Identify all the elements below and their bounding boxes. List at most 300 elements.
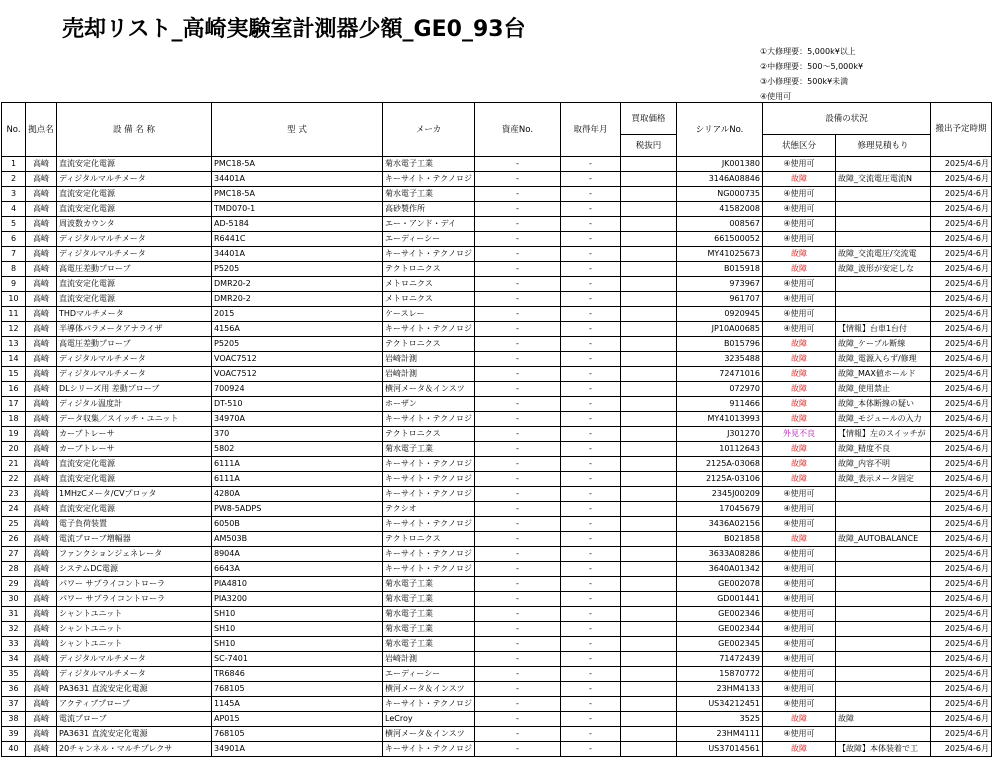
cell-no: 23 xyxy=(2,487,26,502)
cell-equipment: ディジタルマルチメータ xyxy=(57,172,212,187)
cell-price xyxy=(620,382,676,397)
cell-price xyxy=(620,412,676,427)
cell-status: ④使用可 xyxy=(762,517,835,532)
cell-status: 故障 xyxy=(762,397,835,412)
cell-price xyxy=(620,457,676,472)
cell-acquired: - xyxy=(560,682,620,697)
cell-serial: 2125A-03106 xyxy=(676,472,762,487)
cell-site: 高崎 xyxy=(26,277,57,292)
cell-acquired: - xyxy=(560,442,620,457)
cell-acquired: - xyxy=(560,352,620,367)
cell-asset: - xyxy=(474,682,560,697)
cell-acquired: - xyxy=(560,202,620,217)
cell-acquired: - xyxy=(560,322,620,337)
cell-no: 16 xyxy=(2,382,26,397)
cell-status: ④使用可 xyxy=(762,202,835,217)
cell-serial: 23HM4133 xyxy=(676,682,762,697)
cell-no: 39 xyxy=(2,727,26,742)
cell-equipment: カーブトレーサ xyxy=(57,442,212,457)
cell-status: 故障 xyxy=(762,337,835,352)
cell-model: 8904A xyxy=(212,547,383,562)
cell-model: R6441C xyxy=(212,232,383,247)
cell-ship: 2025/4-6月 xyxy=(930,547,991,562)
cell-equipment: 1MHzCメータ/CVプロッタ xyxy=(57,487,212,502)
cell-price xyxy=(620,622,676,637)
cell-model: 768105 xyxy=(212,727,383,742)
cell-no: 27 xyxy=(2,547,26,562)
cell-ship: 2025/4-6月 xyxy=(930,697,991,712)
cell-ship: 2025/4-6月 xyxy=(930,202,991,217)
cell-status: ④使用可 xyxy=(762,607,835,622)
cell-maker: 菊水電子工業 xyxy=(383,157,475,172)
cell-repair: 故障_表示メータ固定 xyxy=(835,472,930,487)
header-price: 買取価格 xyxy=(620,103,676,135)
cell-status: ④使用可 xyxy=(762,487,835,502)
cell-asset: - xyxy=(474,637,560,652)
cell-status: ④使用可 xyxy=(762,577,835,592)
cell-acquired: - xyxy=(560,622,620,637)
cell-acquired: - xyxy=(560,577,620,592)
cell-ship: 2025/4-6月 xyxy=(930,187,991,202)
header-asset: 資産No. xyxy=(474,103,560,157)
cell-no: 35 xyxy=(2,667,26,682)
table-row xyxy=(2,157,992,172)
cell-serial: 008567 xyxy=(676,217,762,232)
status-legend xyxy=(760,44,863,104)
cell-ship: 2025/4-6月 xyxy=(930,457,991,472)
cell-equipment: 直流安定化電源 xyxy=(57,277,212,292)
cell-repair: 【情報】台車1台付 xyxy=(835,322,930,337)
cell-asset: - xyxy=(474,262,560,277)
cell-maker: キーサイト・テクノロジ xyxy=(383,697,475,712)
table-row xyxy=(2,202,992,217)
cell-repair xyxy=(835,217,930,232)
cell-site: 高崎 xyxy=(26,457,57,472)
cell-acquired: - xyxy=(560,337,620,352)
cell-no: 26 xyxy=(2,532,26,547)
cell-ship: 2025/4-6月 xyxy=(930,652,991,667)
cell-asset: - xyxy=(474,172,560,187)
cell-serial: GE002345 xyxy=(676,637,762,652)
cell-maker: 菊水電子工業 xyxy=(383,577,475,592)
cell-status: 故障 xyxy=(762,367,835,382)
cell-no: 37 xyxy=(2,697,26,712)
cell-repair xyxy=(835,517,930,532)
cell-serial: B021858 xyxy=(676,532,762,547)
cell-serial: JP10A00685 xyxy=(676,322,762,337)
cell-asset: - xyxy=(474,187,560,202)
cell-maker: メトロニクス xyxy=(383,277,475,292)
cell-price xyxy=(620,562,676,577)
cell-ship: 2025/4-6月 xyxy=(930,517,991,532)
cell-no: 24 xyxy=(2,502,26,517)
table-row xyxy=(2,517,992,532)
cell-asset: - xyxy=(474,592,560,607)
cell-status: ④使用可 xyxy=(762,652,835,667)
cell-site: 高崎 xyxy=(26,682,57,697)
cell-model: TR6846 xyxy=(212,667,383,682)
cell-repair: 故障_波形が安定しな xyxy=(835,262,930,277)
cell-ship: 2025/4-6月 xyxy=(930,577,991,592)
cell-price xyxy=(620,352,676,367)
cell-status: ④使用可 xyxy=(762,667,835,682)
cell-acquired: - xyxy=(560,562,620,577)
cell-acquired: - xyxy=(560,712,620,727)
cell-repair: 故障_交流電圧/交流電 xyxy=(835,247,930,262)
cell-ship: 2025/4-6月 xyxy=(930,682,991,697)
cell-price xyxy=(620,172,676,187)
cell-model: PIA4810 xyxy=(212,577,383,592)
cell-asset: - xyxy=(474,742,560,757)
cell-price xyxy=(620,607,676,622)
cell-maker: キーサイト・テクノロジ xyxy=(383,412,475,427)
cell-repair: 故障_MAX値ホールド xyxy=(835,367,930,382)
cell-no: 12 xyxy=(2,322,26,337)
cell-asset: - xyxy=(474,547,560,562)
cell-ship: 2025/4-6月 xyxy=(930,292,991,307)
table-row xyxy=(2,172,992,187)
table-row xyxy=(2,487,992,502)
cell-price xyxy=(620,652,676,667)
cell-site: 高崎 xyxy=(26,562,57,577)
cell-equipment: パワー サプライコントローラ xyxy=(57,577,212,592)
cell-site: 高崎 xyxy=(26,577,57,592)
cell-acquired: - xyxy=(560,292,620,307)
cell-maker: キーサイト・テクノロジ xyxy=(383,742,475,757)
table-row xyxy=(2,352,992,367)
cell-repair xyxy=(835,187,930,202)
cell-status: ④使用可 xyxy=(762,322,835,337)
legend-item: ④使用可 xyxy=(760,92,792,101)
cell-repair: 故障_使用禁止 xyxy=(835,382,930,397)
table-row xyxy=(2,472,992,487)
cell-ship: 2025/4-6月 xyxy=(930,337,991,352)
cell-asset: - xyxy=(474,202,560,217)
cell-price xyxy=(620,502,676,517)
cell-acquired: - xyxy=(560,172,620,187)
cell-acquired: - xyxy=(560,517,620,532)
sales-list-table xyxy=(1,102,992,757)
cell-repair xyxy=(835,502,930,517)
cell-ship: 2025/4-6月 xyxy=(930,247,991,262)
cell-asset: - xyxy=(474,292,560,307)
table-row xyxy=(2,547,992,562)
cell-equipment: 20チャンネル・マルチプレクサ xyxy=(57,742,212,757)
cell-status: 故障 xyxy=(762,412,835,427)
cell-price xyxy=(620,532,676,547)
cell-price xyxy=(620,277,676,292)
cell-asset: - xyxy=(474,412,560,427)
cell-model: PIA3200 xyxy=(212,592,383,607)
cell-model: P5205 xyxy=(212,337,383,352)
cell-equipment: シャントユニット xyxy=(57,637,212,652)
cell-site: 高崎 xyxy=(26,607,57,622)
cell-acquired: - xyxy=(560,727,620,742)
table-row xyxy=(2,442,992,457)
cell-asset: - xyxy=(474,217,560,232)
table-row xyxy=(2,742,992,757)
cell-ship: 2025/4-6月 xyxy=(930,217,991,232)
cell-price xyxy=(620,517,676,532)
cell-maker: ホーザン xyxy=(383,397,475,412)
cell-serial: B015918 xyxy=(676,262,762,277)
cell-site: 高崎 xyxy=(26,622,57,637)
cell-model: 1145A xyxy=(212,697,383,712)
cell-equipment: 直流安定化電源 xyxy=(57,292,212,307)
cell-serial: 3640A01342 xyxy=(676,562,762,577)
cell-serial: GE002346 xyxy=(676,607,762,622)
cell-maker: キーサイト・テクノロジ xyxy=(383,487,475,502)
cell-ship: 2025/4-6月 xyxy=(930,592,991,607)
cell-site: 高崎 xyxy=(26,397,57,412)
cell-acquired: - xyxy=(560,187,620,202)
table-row xyxy=(2,382,992,397)
cell-serial: 3235488 xyxy=(676,352,762,367)
table-row xyxy=(2,712,992,727)
cell-repair xyxy=(835,667,930,682)
cell-site: 高崎 xyxy=(26,487,57,502)
cell-equipment: THDマルチメータ xyxy=(57,307,212,322)
cell-site: 高崎 xyxy=(26,367,57,382)
cell-price xyxy=(620,292,676,307)
cell-ship: 2025/4-6月 xyxy=(930,742,991,757)
cell-ship: 2025/4-6月 xyxy=(930,667,991,682)
cell-status: ④使用可 xyxy=(762,502,835,517)
cell-price xyxy=(620,322,676,337)
cell-price xyxy=(620,472,676,487)
header-ship: 搬出予定時期 xyxy=(930,103,991,157)
header-status-group: 設備の状況 xyxy=(762,103,930,135)
cell-model: DMR20-2 xyxy=(212,292,383,307)
table-row xyxy=(2,727,992,742)
cell-serial: 0920945 xyxy=(676,307,762,322)
cell-model: 4280A xyxy=(212,487,383,502)
cell-model: SH10 xyxy=(212,607,383,622)
cell-serial: 911466 xyxy=(676,397,762,412)
cell-serial: 973967 xyxy=(676,277,762,292)
cell-acquired: - xyxy=(560,307,620,322)
cell-repair xyxy=(835,622,930,637)
table-row xyxy=(2,217,992,232)
cell-price xyxy=(620,487,676,502)
cell-serial: NG000735 xyxy=(676,187,762,202)
cell-acquired: - xyxy=(560,232,620,247)
cell-price xyxy=(620,232,676,247)
cell-price xyxy=(620,697,676,712)
cell-no: 19 xyxy=(2,427,26,442)
table-row xyxy=(2,577,992,592)
cell-model: VOAC7512 xyxy=(212,367,383,382)
cell-serial: J301270 xyxy=(676,427,762,442)
cell-ship: 2025/4-6月 xyxy=(930,262,991,277)
cell-equipment: パワー サプライコントローラ xyxy=(57,592,212,607)
cell-serial: 3436A02156 xyxy=(676,517,762,532)
cell-no: 30 xyxy=(2,592,26,607)
cell-maker: テクトロニクス xyxy=(383,337,475,352)
cell-serial: 072970 xyxy=(676,382,762,397)
cell-no: 29 xyxy=(2,577,26,592)
header-maker: メーカ xyxy=(383,103,475,157)
cell-equipment: PA3631 直流安定化電源 xyxy=(57,727,212,742)
cell-repair xyxy=(835,157,930,172)
cell-maker: 菊水電子工業 xyxy=(383,442,475,457)
cell-serial: 661500052 xyxy=(676,232,762,247)
cell-site: 高崎 xyxy=(26,592,57,607)
cell-acquired: - xyxy=(560,457,620,472)
cell-status: ④使用可 xyxy=(762,292,835,307)
cell-equipment: 半導体パラメータアナライザ xyxy=(57,322,212,337)
cell-site: 高崎 xyxy=(26,322,57,337)
cell-acquired: - xyxy=(560,277,620,292)
cell-serial: US34212451 xyxy=(676,697,762,712)
table-row xyxy=(2,502,992,517)
cell-model: AP015 xyxy=(212,712,383,727)
cell-status: ④使用可 xyxy=(762,187,835,202)
cell-no: 2 xyxy=(2,172,26,187)
cell-repair xyxy=(835,307,930,322)
table-row xyxy=(2,292,992,307)
cell-site: 高崎 xyxy=(26,427,57,442)
cell-site: 高崎 xyxy=(26,547,57,562)
table-row xyxy=(2,187,992,202)
cell-maker: キーサイト・テクノロジ xyxy=(383,472,475,487)
cell-status: 故障 xyxy=(762,262,835,277)
cell-serial: JK001380 xyxy=(676,157,762,172)
cell-status: ④使用可 xyxy=(762,232,835,247)
cell-asset: - xyxy=(474,352,560,367)
cell-acquired: - xyxy=(560,472,620,487)
cell-serial: MY41025673 xyxy=(676,247,762,262)
cell-price xyxy=(620,577,676,592)
cell-asset: - xyxy=(474,337,560,352)
cell-acquired: - xyxy=(560,382,620,397)
cell-price xyxy=(620,337,676,352)
cell-asset: - xyxy=(474,712,560,727)
cell-model: SC-7401 xyxy=(212,652,383,667)
cell-no: 32 xyxy=(2,622,26,637)
table-row xyxy=(2,277,992,292)
cell-serial: 961707 xyxy=(676,292,762,307)
cell-model: 34901A xyxy=(212,742,383,757)
cell-site: 高崎 xyxy=(26,712,57,727)
cell-maker: キーサイト・テクノロジ xyxy=(383,322,475,337)
cell-maker: LeCroy xyxy=(383,712,475,727)
cell-acquired: - xyxy=(560,487,620,502)
cell-serial: GD001441 xyxy=(676,592,762,607)
cell-price xyxy=(620,682,676,697)
cell-maker: キーサイト・テクノロジ xyxy=(383,547,475,562)
cell-ship: 2025/4-6月 xyxy=(930,712,991,727)
cell-price xyxy=(620,547,676,562)
cell-serial: 15870772 xyxy=(676,667,762,682)
cell-price xyxy=(620,187,676,202)
cell-equipment: ディジタルマルチメータ xyxy=(57,367,212,382)
table-row xyxy=(2,532,992,547)
cell-equipment: ディジタルマルチメータ xyxy=(57,652,212,667)
cell-equipment: 直流安定化電源 xyxy=(57,187,212,202)
cell-site: 高崎 xyxy=(26,352,57,367)
cell-no: 33 xyxy=(2,637,26,652)
cell-no: 17 xyxy=(2,397,26,412)
cell-model: SH10 xyxy=(212,637,383,652)
cell-maker: 高砂製作所 xyxy=(383,202,475,217)
cell-asset: - xyxy=(474,517,560,532)
cell-equipment: 高電圧差動プローブ xyxy=(57,262,212,277)
cell-maker: メトロニクス xyxy=(383,292,475,307)
cell-asset: - xyxy=(474,502,560,517)
cell-maker: エーディーシー xyxy=(383,667,475,682)
cell-maker: キーサイト・テクノロジ xyxy=(383,247,475,262)
cell-maker: キーサイト・テクノロジ xyxy=(383,457,475,472)
cell-site: 高崎 xyxy=(26,742,57,757)
header-model: 型 式 xyxy=(212,103,383,157)
cell-ship: 2025/4-6月 xyxy=(930,232,991,247)
cell-model: 34401A xyxy=(212,247,383,262)
cell-no: 9 xyxy=(2,277,26,292)
cell-ship: 2025/4-6月 xyxy=(930,157,991,172)
cell-maker: 横河メータ＆インスツ xyxy=(383,682,475,697)
cell-site: 高崎 xyxy=(26,307,57,322)
cell-asset: - xyxy=(474,397,560,412)
header-equipment: 設 備 名 称 xyxy=(57,103,212,157)
cell-no: 28 xyxy=(2,562,26,577)
cell-serial: 10112643 xyxy=(676,442,762,457)
cell-status: 故障 xyxy=(762,712,835,727)
cell-price xyxy=(620,307,676,322)
cell-repair: 【情報】左のスイッチが xyxy=(835,427,930,442)
cell-repair xyxy=(835,202,930,217)
cell-maker: 岩崎計測 xyxy=(383,652,475,667)
cell-maker: テクトロニクス xyxy=(383,532,475,547)
cell-ship: 2025/4-6月 xyxy=(930,727,991,742)
cell-asset: - xyxy=(474,157,560,172)
cell-asset: - xyxy=(474,697,560,712)
cell-acquired: - xyxy=(560,697,620,712)
table-row xyxy=(2,322,992,337)
cell-model: 34970A xyxy=(212,412,383,427)
cell-ship: 2025/4-6月 xyxy=(930,382,991,397)
cell-asset: - xyxy=(474,562,560,577)
cell-no: 40 xyxy=(2,742,26,757)
cell-model: PMC18-5A xyxy=(212,157,383,172)
cell-repair xyxy=(835,727,930,742)
cell-site: 高崎 xyxy=(26,247,57,262)
cell-serial: 23HM4111 xyxy=(676,727,762,742)
header-serial: シリアルNo. xyxy=(676,103,762,157)
cell-ship: 2025/4-6月 xyxy=(930,472,991,487)
cell-equipment: ディジタルマルチメータ xyxy=(57,352,212,367)
cell-repair: 【故障】本体装着で工 xyxy=(835,742,930,757)
cell-status: ④使用可 xyxy=(762,727,835,742)
cell-model: P5205 xyxy=(212,262,383,277)
legend-item: ③小修理要：500k¥未満 xyxy=(760,77,849,86)
cell-acquired: - xyxy=(560,412,620,427)
cell-ship: 2025/4-6月 xyxy=(930,172,991,187)
cell-model: 6111A xyxy=(212,457,383,472)
header-status: 状態区分 xyxy=(762,135,835,157)
cell-asset: - xyxy=(474,457,560,472)
cell-ship: 2025/4-6月 xyxy=(930,277,991,292)
cell-repair xyxy=(835,592,930,607)
cell-equipment: シャントユニット xyxy=(57,622,212,637)
cell-site: 高崎 xyxy=(26,292,57,307)
cell-site: 高崎 xyxy=(26,202,57,217)
cell-maker: テクシオ xyxy=(383,502,475,517)
cell-equipment: 直流安定化電源 xyxy=(57,457,212,472)
cell-site: 高崎 xyxy=(26,262,57,277)
cell-acquired: - xyxy=(560,427,620,442)
cell-serial: GE002344 xyxy=(676,622,762,637)
